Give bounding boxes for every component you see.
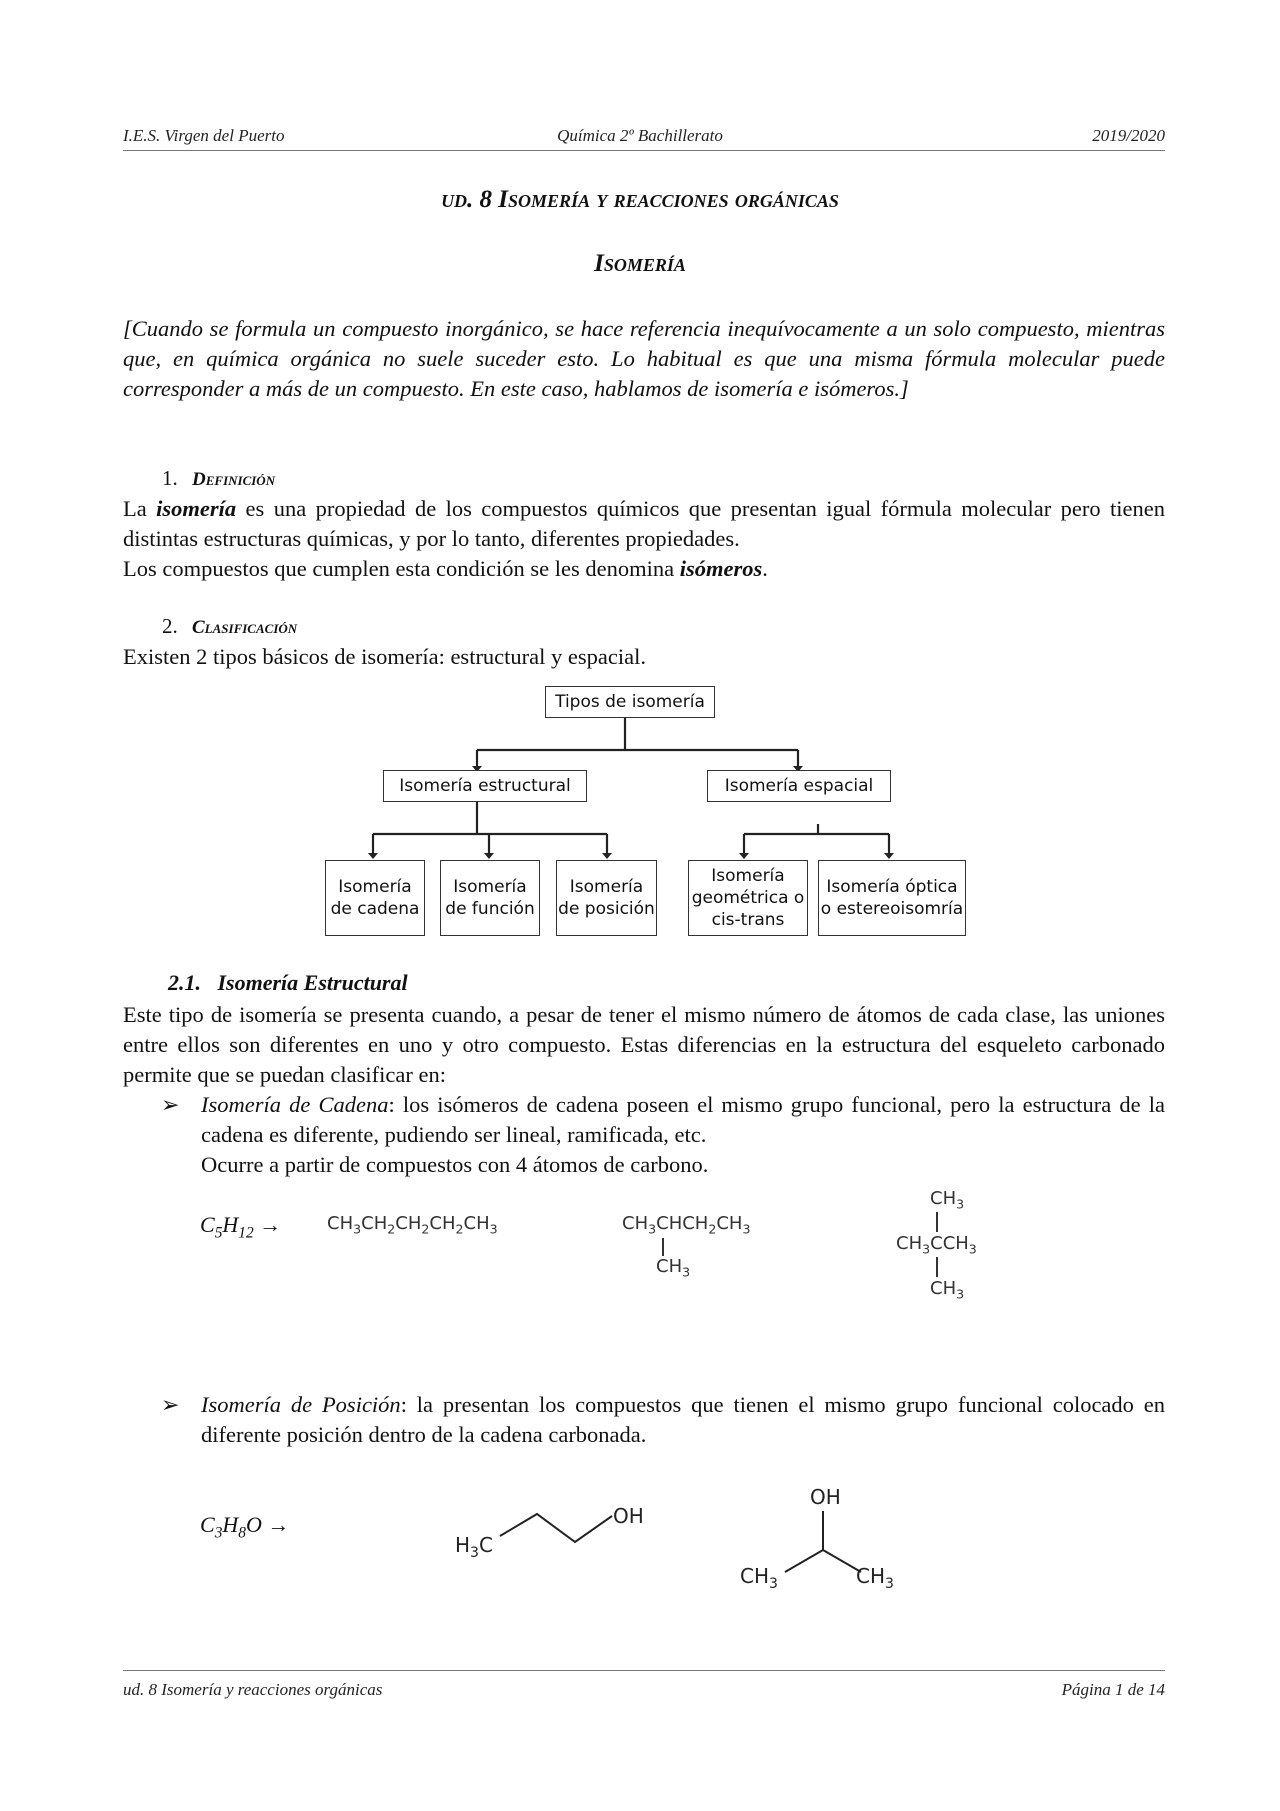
diagram-leaf-optica: Isomería óptica o estereoisomría	[818, 860, 966, 936]
definition-part: es una propiedad de los compuestos químicos que presentan igual fórmula molecular pero tienen distintas estructuras químicas, y por lo tanto, diferentes propiedades.	[123, 496, 1166, 551]
compound-pentane: $CH_3CH_2CH_2CH_2CH_3$	[327, 1213, 498, 1237]
isopropanol-oh: OH	[810, 1485, 841, 1509]
diagram-root: Tipos de isomería	[545, 686, 715, 718]
isomers-part: .	[762, 556, 768, 581]
classification-text: Existen 2 tipos básicos de isomería: estructural y espacial.	[123, 644, 646, 669]
section-21-number: 2.1.	[168, 970, 201, 995]
diagram-spatial: Isomería espacial	[707, 770, 891, 802]
header-course: Química 2º Bachillerato	[557, 126, 723, 145]
compound-methylbutane-branch: $CH_3$	[656, 1256, 691, 1280]
section-21-title: Isomería Estructural	[217, 970, 408, 995]
cadena-term: Isomería de Cadena	[201, 1092, 389, 1117]
footer-unit: ud. 8 Isomería y reacciones orgánicas	[123, 1680, 383, 1699]
header-school: I.E.S. Virgen del Puerto	[123, 126, 285, 145]
bullet-arrow-icon-2: ➢	[161, 1392, 180, 1417]
compound-dimethylpropane-bottom: $CH_3$	[930, 1278, 965, 1302]
propanol-h3c: $H_3C$	[455, 1533, 493, 1561]
footer-rule	[123, 1670, 1165, 1671]
formula-c5h12-text: $C_5H_{12}$ →	[200, 1212, 282, 1242]
compound-methylbutane: $CH_3CHCH_2CH_3$	[622, 1213, 751, 1237]
section-2-title: Clasificación	[192, 617, 298, 638]
posicion-desc: : la presentan los compuestos que tienen el mismo grupo funcional colocado en diferente posición dentro de la cadena carbonada.	[201, 1392, 1166, 1447]
section-1-number: 1.	[162, 466, 178, 490]
isomers-part: Los compuestos que cumplen esta condición se les denomina	[123, 556, 680, 581]
diagram-structural: Isomería estructural	[383, 770, 587, 802]
diagram-leaf-funcion: Isomería de función	[440, 860, 540, 936]
term-isomeria: isomería	[156, 496, 237, 521]
section-2-number: 2.	[162, 614, 178, 638]
propanol-oh: OH	[613, 1504, 644, 1528]
diagram-leaf-cadena: Isomería de cadena	[325, 860, 425, 936]
definition-part: La	[123, 496, 157, 521]
term-isomeros: isómeros	[679, 556, 763, 581]
structural-text: Este tipo de isomería se presenta cuando, a pesar de tener el mismo número de átomos de cada clase, las uniones entre ellos son diferentes en uno y otro compuesto. Estas diferencias en la estructura del esqueleto carbonado permite que se puedan clasificar en:	[123, 1002, 1165, 1087]
diagram-leaf-posicion: Isomería de posición	[556, 860, 657, 936]
intro-text: [Cuando se formula un compuesto inorgánico, se hace referencia inequívocamente a un solo compuesto, mientras que, en química orgánica no suele suceder esto. Lo habitual es que una misma fórmula molecular puede corresponder a más de un compuesto. En este caso, hablamos de isomería e isómeros.]	[123, 316, 1165, 401]
isopropanol-ch3-left: $CH_3$	[740, 1564, 778, 1592]
diagram-leaf-geometrica: Isomería geométrica o cis-trans	[688, 860, 808, 936]
compound-dimethylpropane-top: $CH_3$	[930, 1188, 965, 1212]
posicion-term: Isomería de Posición	[201, 1392, 401, 1417]
compound-dimethylpropane-main: $CH_3CCH_3$	[896, 1233, 977, 1257]
footer-page: Página 1 de 14	[1061, 1680, 1165, 1699]
section-1-title: Definición	[192, 469, 276, 490]
cadena-desc: : los isómeros de cadena poseen el mismo grupo funcional, pero la estructura de la cadena es diferente, pudiendo ser lineal, ramificada, etc.	[201, 1092, 1165, 1147]
formula-c3h8o-text: $C_3H_8O$ →	[200, 1512, 290, 1542]
header-year: 2019/2020	[1092, 126, 1165, 145]
isopropanol-ch3-right: $CH_3$	[856, 1564, 894, 1592]
cadena-note: Ocurre a partir de compuestos con 4 átomos de carbono.	[201, 1152, 709, 1177]
page-title: ud. 8 Isomería y reacciones orgánicas	[441, 186, 839, 213]
page-subtitle: Isomería	[594, 250, 686, 277]
bullet-arrow-icon: ➢	[161, 1092, 180, 1117]
